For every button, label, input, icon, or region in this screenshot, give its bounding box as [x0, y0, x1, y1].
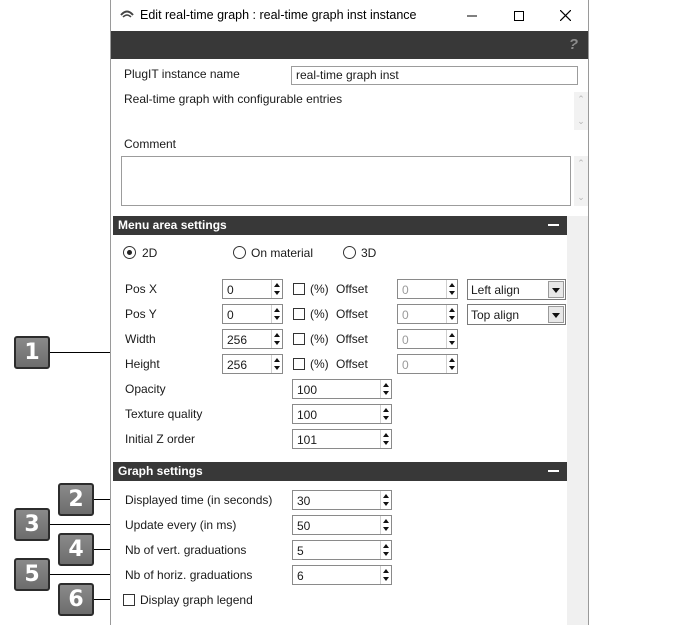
- update-every-stepper[interactable]: [380, 516, 391, 534]
- pos-y-offset-label: Offset: [336, 307, 368, 321]
- height-percent-label: (%): [310, 357, 329, 371]
- vert-graduations-input[interactable]: [292, 540, 392, 560]
- spin-up-icon[interactable]: [383, 519, 389, 523]
- pos-y-value: 0: [227, 308, 234, 322]
- chevron-down-icon[interactable]: [548, 306, 564, 323]
- spin-up-icon[interactable]: [449, 358, 455, 362]
- opacity-label: Opacity: [125, 382, 166, 396]
- spin-up-icon[interactable]: [274, 308, 280, 312]
- spin-up-icon[interactable]: [383, 544, 389, 548]
- spin-down-icon[interactable]: [449, 291, 455, 295]
- opacity-input[interactable]: [292, 379, 392, 399]
- pos-x-offset-stepper[interactable]: [446, 280, 457, 298]
- width-percent-checkbox[interactable]: [293, 333, 305, 345]
- width-label: Width: [125, 332, 156, 346]
- spin-down-icon[interactable]: [274, 291, 280, 295]
- pos-x-offset-value: 0: [402, 283, 409, 297]
- maximize-icon: [514, 11, 524, 21]
- radio-3d[interactable]: [343, 246, 356, 259]
- comment-scrollbar[interactable]: [574, 156, 588, 206]
- description-text: Real-time graph with configurable entries: [124, 92, 343, 106]
- width-percent-label: (%): [310, 332, 329, 346]
- height-percent-checkbox[interactable]: [293, 358, 305, 370]
- spin-up-icon[interactable]: [383, 569, 389, 573]
- texture-quality-input[interactable]: [292, 404, 392, 424]
- spin-down-icon[interactable]: [383, 416, 389, 420]
- minimize-icon: [467, 11, 477, 21]
- displayed-time-value: 30: [297, 494, 311, 508]
- pos-y-input[interactable]: [222, 304, 283, 324]
- vert-graduations-label: Nb of vert. graduations: [125, 543, 247, 557]
- spin-up-icon[interactable]: [383, 408, 389, 412]
- graph-section-header[interactable]: [113, 462, 567, 481]
- horiz-graduations-value: 6: [297, 569, 304, 583]
- pos-x-percent-checkbox[interactable]: [293, 283, 305, 295]
- spin-up-icon[interactable]: [383, 494, 389, 498]
- close-icon: [560, 10, 571, 21]
- pos-y-percent-checkbox[interactable]: [293, 308, 305, 320]
- spin-up-icon[interactable]: [449, 308, 455, 312]
- minimize-button[interactable]: [449, 0, 495, 31]
- instance-name-input[interactable]: real-time graph inst: [291, 66, 578, 85]
- comment-label: Comment: [124, 137, 177, 151]
- pos-x-percent-label: (%): [310, 282, 329, 296]
- description-scrollbar[interactable]: [574, 92, 588, 130]
- callout-1: 1: [14, 336, 50, 369]
- horizontal-align-value: Left align: [471, 283, 520, 297]
- collapse-icon[interactable]: [548, 224, 559, 226]
- pos-y-label: Pos Y: [125, 307, 157, 321]
- pos-y-offset-value: 0: [402, 308, 409, 322]
- spin-up-icon[interactable]: [449, 283, 455, 287]
- app-icon: [120, 9, 134, 20]
- edit-dialog-window: [110, 0, 589, 625]
- height-value: 256: [227, 358, 248, 372]
- scroll-down-icon[interactable]: ⌄: [577, 116, 585, 126]
- height-label: Height: [125, 357, 160, 371]
- spin-down-icon[interactable]: [449, 366, 455, 370]
- display-legend-checkbox[interactable]: [123, 594, 135, 606]
- horiz-graduations-input[interactable]: [292, 565, 392, 585]
- menu-area-section-title: Menu area settings: [118, 218, 227, 232]
- spin-down-icon[interactable]: [274, 341, 280, 345]
- comment-textarea[interactable]: [121, 156, 571, 206]
- spin-down-icon[interactable]: [383, 502, 389, 506]
- spin-down-icon[interactable]: [383, 391, 389, 395]
- pos-x-stepper[interactable]: [271, 280, 282, 298]
- spin-down-icon[interactable]: [449, 341, 455, 345]
- spin-down-icon[interactable]: [383, 577, 389, 581]
- height-stepper[interactable]: [271, 355, 282, 373]
- pos-y-offset-input[interactable]: [397, 304, 458, 324]
- spin-up-icon[interactable]: [274, 358, 280, 362]
- scroll-up-icon[interactable]: ⌃: [577, 158, 585, 168]
- pos-x-offset-label: Offset: [336, 282, 368, 296]
- maximize-button[interactable]: [496, 0, 542, 31]
- horiz-graduations-stepper[interactable]: [380, 566, 391, 584]
- pos-x-offset-input[interactable]: [397, 279, 458, 299]
- spin-down-icon[interactable]: [449, 316, 455, 320]
- spin-down-icon[interactable]: [274, 366, 280, 370]
- width-offset-input[interactable]: [397, 329, 458, 349]
- title-bar: [111, 0, 588, 31]
- toolbar: [111, 31, 588, 59]
- width-offset-stepper[interactable]: [446, 330, 457, 348]
- pos-x-value: 0: [227, 283, 234, 297]
- spin-down-icon[interactable]: [383, 527, 389, 531]
- vert-graduations-value: 5: [297, 544, 304, 558]
- texture-quality-value: 100: [297, 408, 318, 422]
- z-order-input[interactable]: [292, 429, 392, 449]
- callout-5: 5: [14, 558, 50, 591]
- height-offset-value: 0: [402, 358, 409, 372]
- window-title: Edit real-time graph : real-time graph inst instance: [140, 8, 417, 22]
- radio-3d-label: 3D: [361, 246, 377, 260]
- z-order-label: Initial Z order: [125, 432, 196, 446]
- height-offset-input[interactable]: [397, 354, 458, 374]
- scroll-down-icon[interactable]: ⌄: [577, 192, 585, 202]
- z-order-value: 101: [297, 433, 318, 447]
- pos-x-label: Pos X: [125, 282, 158, 296]
- callout-3: 3: [14, 508, 50, 541]
- spin-down-icon[interactable]: [383, 552, 389, 556]
- spin-up-icon[interactable]: [383, 383, 389, 387]
- pos-x-input[interactable]: [222, 279, 283, 299]
- instance-name-label: PlugIT instance name: [124, 67, 240, 81]
- vertical-align-select[interactable]: [467, 304, 566, 325]
- scroll-up-icon[interactable]: ⌃: [577, 94, 585, 104]
- update-every-input[interactable]: [292, 515, 392, 535]
- opacity-stepper[interactable]: [380, 380, 391, 398]
- spin-up-icon[interactable]: [383, 433, 389, 437]
- width-value: 256: [227, 333, 248, 347]
- pos-y-percent-label: (%): [310, 307, 329, 321]
- pos-y-stepper[interactable]: [271, 305, 282, 323]
- radio-2d[interactable]: [123, 246, 136, 259]
- update-every-value: 50: [297, 519, 311, 533]
- height-offset-label: Offset: [336, 357, 368, 371]
- spin-up-icon[interactable]: [274, 333, 280, 337]
- callout-2: 2: [58, 483, 94, 516]
- width-input[interactable]: [222, 329, 283, 349]
- menu-area-section-header[interactable]: [113, 216, 567, 235]
- spin-down-icon[interactable]: [274, 316, 280, 320]
- texture-quality-label: Texture quality: [125, 407, 203, 421]
- chevron-down-icon[interactable]: [548, 281, 564, 298]
- callout-6: 6: [58, 583, 94, 616]
- spin-down-icon[interactable]: [383, 441, 389, 445]
- vertical-align-value: Top align: [471, 308, 520, 322]
- display-legend-label: Display graph legend: [140, 593, 253, 607]
- radio-on-material-label: On material: [251, 246, 314, 260]
- callout-4: 4: [58, 533, 94, 566]
- pos-y-offset-stepper[interactable]: [446, 305, 457, 323]
- displayed-time-input[interactable]: [292, 490, 392, 510]
- radio-2d-label: 2D: [142, 246, 158, 260]
- width-offset-label: Offset: [336, 332, 368, 346]
- radio-on-material[interactable]: [233, 246, 246, 259]
- panel-scrollbar[interactable]: [567, 216, 588, 625]
- width-stepper[interactable]: [271, 330, 282, 348]
- horizontal-align-select[interactable]: [467, 279, 566, 300]
- graph-section-title: Graph settings: [118, 464, 203, 478]
- texture-quality-stepper[interactable]: [380, 405, 391, 423]
- opacity-value: 100: [297, 383, 318, 397]
- displayed-time-label: Displayed time (in seconds): [125, 493, 273, 507]
- spin-up-icon[interactable]: [449, 333, 455, 337]
- help-icon[interactable]: ?: [568, 36, 578, 53]
- update-every-label: Update every (in ms): [125, 518, 237, 532]
- displayed-time-stepper[interactable]: [380, 491, 391, 509]
- collapse-icon[interactable]: [548, 470, 559, 472]
- vert-graduations-stepper[interactable]: [380, 541, 391, 559]
- horiz-graduations-label: Nb of horiz. graduations: [125, 568, 253, 582]
- close-button[interactable]: [542, 0, 588, 31]
- width-offset-value: 0: [402, 333, 409, 347]
- height-offset-stepper[interactable]: [446, 355, 457, 373]
- spin-up-icon[interactable]: [274, 283, 280, 287]
- z-order-stepper[interactable]: [380, 430, 391, 448]
- height-input[interactable]: [222, 354, 283, 374]
